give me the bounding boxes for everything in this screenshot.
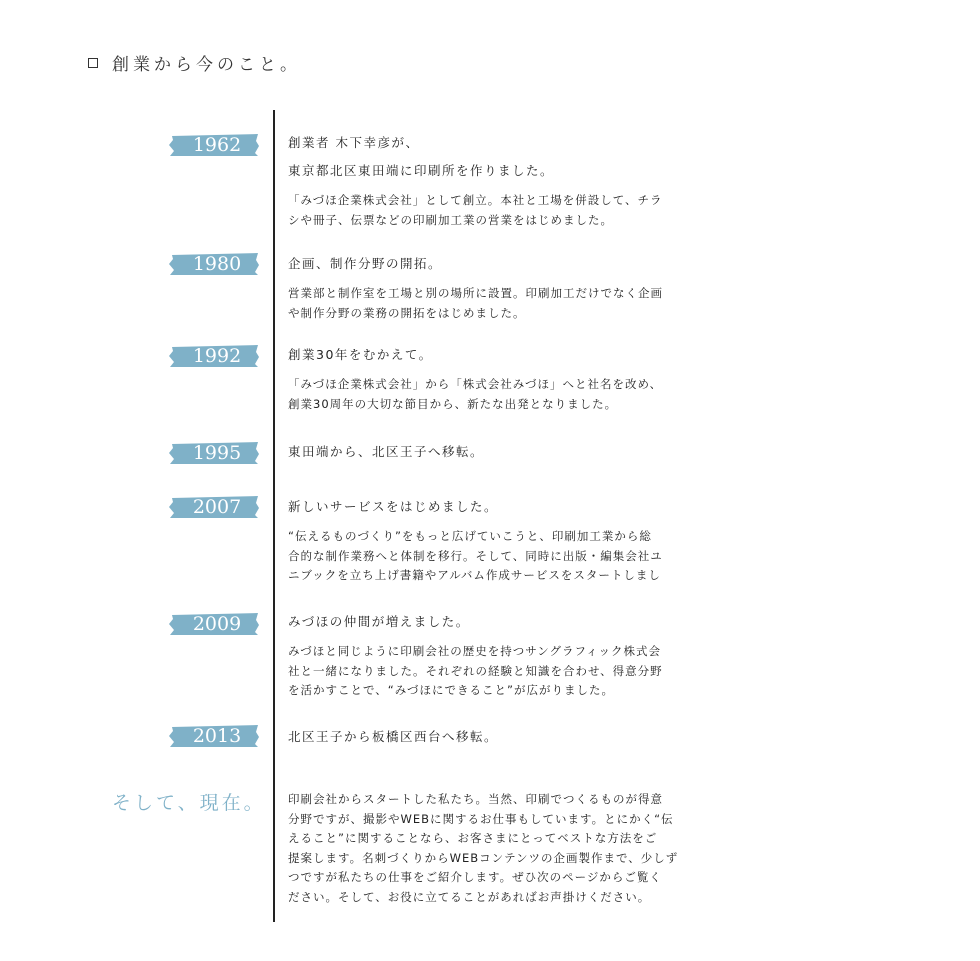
body-line: 分野ですが、撮影やWEBに関するお仕事もしています。とにかく“伝: [288, 811, 674, 826]
entry-heading: 北区王子から板橋区西台へ移転。: [288, 729, 499, 744]
entry-heading: 企画、制作分野の開拓。: [288, 256, 443, 271]
body-line: 社と一緒になりました。それぞれの経験と知識を合わせ、得意分野: [288, 663, 663, 678]
now-label: そして、現在。: [112, 792, 266, 814]
entry-body: [288, 527, 688, 586]
body-line: 営業部と制作室を工場と別の場所に設置。印刷加工だけでなく企画: [288, 286, 663, 300]
body-line: シや冊子、伝票などの印刷加工業の営業をはじめました。: [288, 212, 613, 227]
timeline-entry-1995: [288, 438, 688, 466]
square-bullet-icon: [88, 58, 98, 68]
year-badge-1992: [168, 344, 260, 368]
year-label: 2007: [192, 496, 242, 518]
timeline-line: [273, 110, 275, 922]
body-line: や制作分野の業務の開拓をはじめました。: [288, 305, 526, 320]
year-label: 2013: [192, 725, 242, 747]
year-badge-2007: [168, 495, 260, 519]
year-label: 1995: [192, 442, 242, 464]
timeline-entry-2007: [288, 493, 688, 586]
timeline-entry-1980: [288, 250, 688, 323]
body-line: 合的な制作業務へと体制を移行。そして、同時に出版・編集会社ユ: [288, 548, 663, 563]
entry-heading: 東京都北区東田端に印刷所を作りました。: [288, 163, 555, 178]
body-line: つですが私たちの仕事をご紹介します。ぜひ次のページからご覧く: [288, 870, 662, 884]
year-badge-2013: [168, 724, 260, 748]
entry-body: [288, 375, 688, 414]
entry-heading: 創業30年をむかえて。: [288, 347, 433, 362]
year-label: 1980: [192, 253, 242, 275]
section-title: [88, 50, 301, 75]
entry-body: [288, 191, 688, 230]
year-label: 1992: [192, 345, 242, 367]
year-label: 2009: [192, 613, 242, 635]
body-line: 「みづほ企業株式会社」から「株式会社みづほ」へと社名を改め、: [288, 377, 663, 391]
now-entry: [288, 790, 688, 907]
body-line: 創業30周年の大切な節目から、新たな出発となりました。: [288, 396, 618, 411]
section-title-text: 創業から今のこと。: [112, 55, 301, 75]
body-line: ニブックを立ち上げ書籍やアルバム作成サービスをスタートしまし: [288, 568, 661, 582]
year-badge-2009: [168, 612, 260, 636]
body-line: えること”に関することなら、お客さまにとってベストな方法をご: [288, 831, 658, 845]
entry-body: [288, 642, 688, 701]
entry-heading: 新しいサービスをはじめました。: [288, 499, 499, 514]
timeline-entry-1962: [288, 129, 688, 230]
body-line: 「みづほ企業株式会社」として創立。本社と工場を併設して、チラ: [288, 193, 663, 207]
body-line: 印刷会社からスタートした私たち。当然、印刷でつくるものが得意: [288, 792, 663, 806]
entry-heading: 創業者 木下幸彦が、: [288, 135, 420, 150]
entry-heading: みづほの仲間が増えました。: [288, 614, 470, 629]
body-line: みづほと同じように印刷会社の歴史を持つサングラフィック株式会: [288, 644, 662, 658]
year-label: 1962: [192, 134, 242, 156]
timeline-entry-2013: [288, 723, 688, 751]
body-line: “伝えるものづくり”をもっと広げていこうと、印刷加工業から総: [288, 529, 652, 543]
body-line: 提案します。名刺づくりからWEBコンテンツの企画製作まで、少しず: [288, 850, 679, 865]
year-badge-1980: [168, 252, 260, 276]
timeline-entry-1992: [288, 341, 688, 414]
entry-body: [288, 790, 688, 907]
entry-heading: 東田端から、北区王子へ移転。: [288, 444, 485, 459]
entry-body: [288, 284, 688, 323]
body-line: を活かすことで、“みづほにできること”が広がりました。: [288, 683, 614, 697]
timeline-entry-2009: [288, 608, 688, 701]
year-badge-1962: [168, 133, 260, 157]
body-line: ださい。そして、お役に立てることがあればお声掛けください。: [288, 889, 651, 904]
year-badge-1995: [168, 441, 260, 465]
